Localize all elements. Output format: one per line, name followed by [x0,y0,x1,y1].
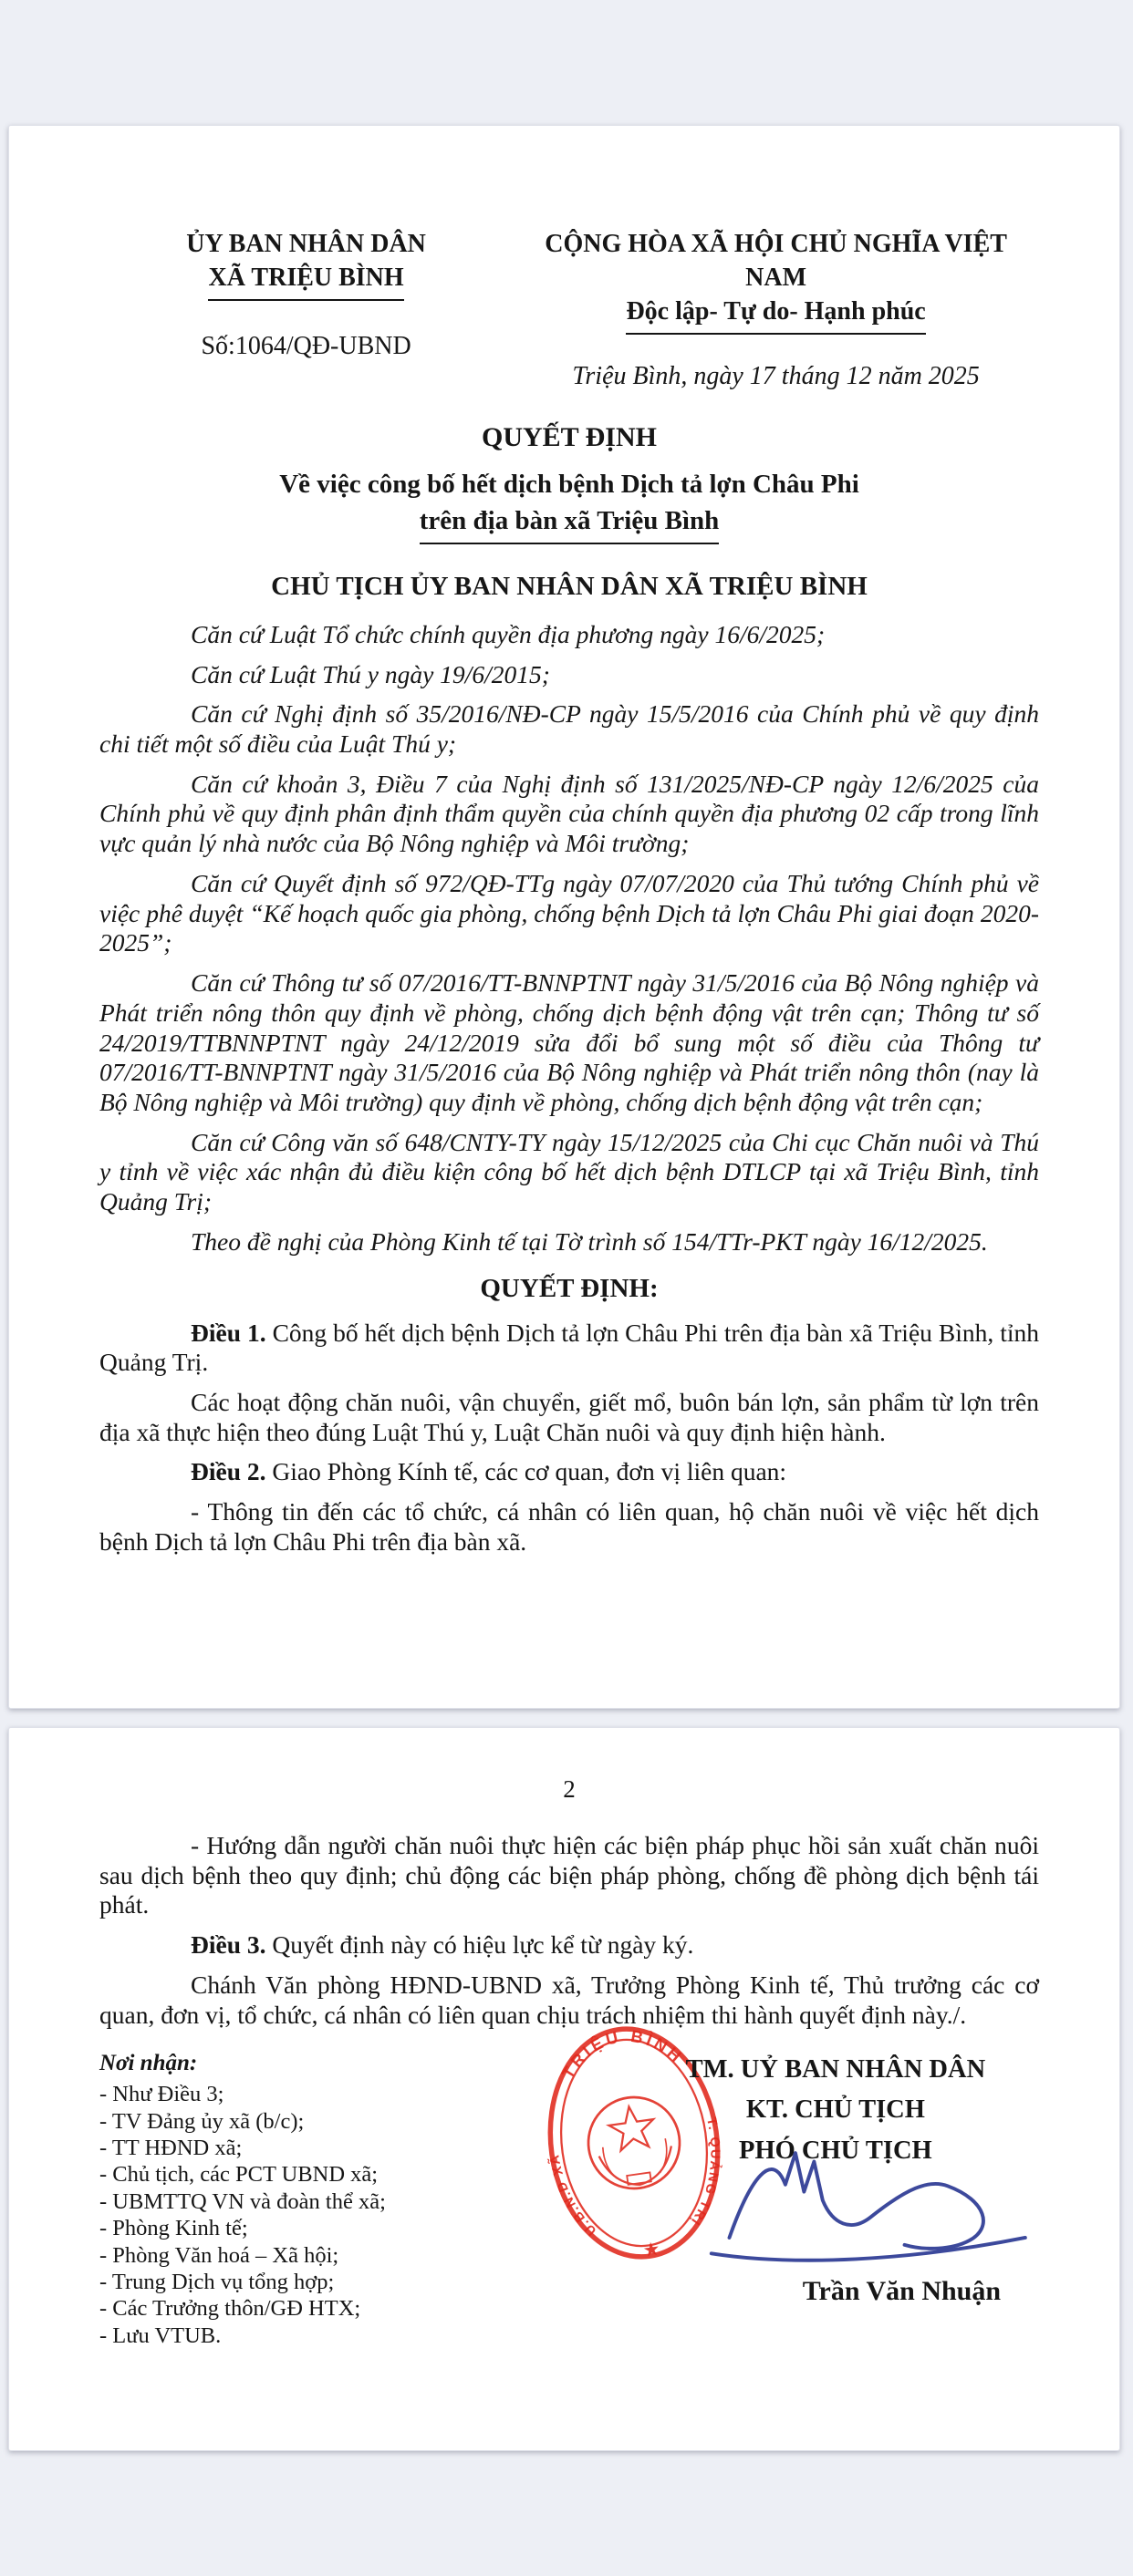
document-kind: QUYẾT ĐỊNH [482,421,657,452]
recipient-item: - Lưu VTUB. [99,2323,222,2348]
recipients-label: Nơi nhận: [99,2051,198,2076]
recipient-item: - Trung Dịch vụ tổng hợp; [99,2270,335,2295]
preamble-paragraph: Căn cứ Luật Thú y ngày 19/6/2015; [191,659,550,688]
issuer-org-line2: XÃ TRIỆU BÌNH [99,262,513,301]
issuing-authority: CHỦ TỊCH ỦY BAN NHÂN DÂN XÃ TRIỆU BÌNH [271,571,868,601]
signature-scribble [701,2134,1038,2284]
preamble-section [99,620,1039,1257]
recipient-item: - Như Điều 3; [99,2082,224,2107]
article-paragraph [99,1457,1039,1487]
recipient-item: - Các Trưởng thôn/GĐ HTX; [99,2296,361,2322]
signoff-line3: PHÓ CHỦ TỊCH [739,2136,932,2165]
subject-line1: Về việc công bố hết dịch bệnh Dịch tả lợn Châu Phi [279,469,859,499]
recipient-item: - Chủ tịch, các PCT UBND xã; [99,2162,379,2188]
recipients-list [99,2081,532,2349]
preamble-paragraph: Căn cứ Công văn số 648/CNTY-TY ngày 15/12/2025 của Chi cục Chăn nuôi và Thú y tỉnh về việc xác nhận đủ điều kiện công bố hết dịch bệnh DTLCP tại xã Triệu Bình, tỉnh Quảng Trị; [99,1127,1039,1216]
seal-text-left: U.B.N.D XÃ [546,2152,599,2239]
article-paragraph [99,1930,1039,1960]
document-page-1 [8,125,1120,1709]
national-motto-line1: CỘNG HÒA XÃ HỘI CHỦ NGHĨA VIỆT NAM [545,230,1007,292]
preamble-paragraph: Căn cứ Luật Tổ chức chính quyền địa phương ngày 16/6/2025; [191,619,826,648]
recipient-item: - TV Đảng ủy xã (b/c); [99,2108,305,2134]
document-header [99,228,1039,391]
national-motto-line2: Độc lập- Tự do- Hạnh phúc [513,295,1039,335]
signature-block [532,2027,1039,2415]
signoff-line2: KT. CHỦ TỊCH [745,2095,925,2125]
seal-text-right: T. QUẢNG TRỊ [686,2116,722,2229]
articles-section-continued [99,1831,1039,2030]
national-block [513,228,1039,391]
recipient-item: - Phòng Văn hoá – Xã hội; [99,2242,339,2268]
article-paragraph [99,1831,1039,1920]
articles-section [99,1319,1039,1557]
recipient-item: - UBMTTQ VN và đoàn thể xã; [99,2188,386,2214]
article-lead: Điều 2. [191,1457,266,1486]
dateline: Triệu Bình, ngày 17 tháng 12 năm 2025 [572,361,980,390]
signer-name: Trần Văn Nhuận [802,2276,1002,2307]
subject-line2: trên địa bàn xã Triệu Bình [99,502,1039,544]
recipient-item: - TT HĐND xã; [99,2136,243,2161]
article-text: Công bố hết dịch bệnh Dịch tả lợn Châu Phi trên địa bàn xã Triệu Bình, tỉnh Quảng Trị. [99,1318,1039,1377]
preamble-paragraph: Căn cứ Quyết định số 972/QĐ-TTg ngày 07/07/2020 của Thủ tướng Chính phủ về việc phê duyệt “Kế hoạch quốc gia phòng, chống bệnh Dịch tả lợn Châu Phi giai đoạn 2020-2025”; [99,868,1039,957]
signoff-line1: TM. UỶ BAN NHÂN DÂN [685,2055,986,2085]
preamble-paragraph: Theo đề nghị của Phòng Kinh tế tại Tờ trình số 154/TTr-PKT ngày 16/12/2025. [191,1226,988,1256]
article-paragraph [99,1388,1039,1447]
article-paragraph [99,1497,1039,1557]
title-block [99,422,1039,602]
preamble-paragraph: Căn cứ khoản 3, Điều 7 của Nghị định số 131/2025/NĐ-CP ngày 12/6/2025 của Chính phủ về quy định phân định thẩm quyền của chính quyền địa phương 02 cấp trong lĩnh vực quản lý nhà nước của Bộ Nông nghiệp và Môi trường; [99,769,1039,858]
document-page-2 [8,1727,1120,2451]
article-text: - Thông tin đến các tổ chức, cá nhân có liên quan, hộ chăn nuôi về việc hết dịch bệnh Dịch tả lợn Châu Phi trên địa bàn xã. [99,1497,1039,1556]
decision-heading: QUYẾT ĐỊNH: [480,1273,659,1303]
recipient-item: - Phòng Kinh tế; [99,2216,248,2241]
closing-section [99,2027,1039,2415]
preamble-paragraph: Căn cứ Nghị định số 35/2016/NĐ-CP ngày 15/5/2016 của Chính phủ về quy định chi tiết một số điều của Luật Thú y; [99,699,1039,759]
star-icon: ★ [642,2240,660,2260]
article-text: Giao Phòng Kính tế, các cơ quan, đơn vị liên quan: [265,1457,787,1486]
article-text: Các hoạt động chăn nuôi, vận chuyển, giết mổ, buôn bán lợn, sản phẩm từ lợn trên địa xã thực hiện theo đúng Luật Thú y, Luật Chăn nuôi và quy định hiện hành. [99,1387,1039,1446]
article-lead: Điều 3. [191,1930,266,1960]
article-text: - Hướng dẫn người chăn nuôi thực hiện các biện pháp phục hồi sản xuất chăn nuôi sau dịch bệnh theo quy định; chủ động các biện pháp phòng, chống đề phòng dịch bệnh tái phát. [99,1831,1039,1919]
recipients-block [99,2050,532,2415]
page-number: 2 [563,1775,576,1803]
article-text: Quyết định này có hiệu lực kể từ ngày ký. [265,1930,694,1960]
issuer-block [99,228,513,391]
document-number: Số:1064/QĐ-UBND [201,331,411,360]
preamble-paragraph: Căn cứ Thông tư số 07/2016/TT-BNNPTNT ngày 31/5/2016 của Bộ Nông nghiệp và Phát triển nông thôn quy định về phòng, chống dịch bệnh động vật trên cạn; Thông tư số 24/2019/TTBNNPTNT ngày 24/12/2019 sửa đổi bổ sung một số điều của Thông tư 07/2016/TT-BNNPTNT ngày 31/5/2016 của Bộ Nông nghiệp và Phát triển nông thôn (nay là Bộ Nông nghiệp và Môi trường) quy định về phòng, chống dịch bệnh động vật trên cạn; [99,968,1039,1116]
document-subject [99,466,1039,544]
article-text: Chánh Văn phòng HĐND-UBND xã, Trưởng Phòng Kinh tế, Thủ trưởng các cơ quan, đơn vị, tổ chức, cá nhân có liên quan chịu trách nhiệm thi hành quyết định này./. [99,1970,1039,2029]
article-paragraph [99,1319,1039,1378]
issuer-org-line1: ỦY BAN NHÂN DÂN [186,230,426,258]
seal-text-top: TRIỆU BÌNH [558,2027,687,2083]
article-lead: Điều 1. [191,1318,266,1347]
